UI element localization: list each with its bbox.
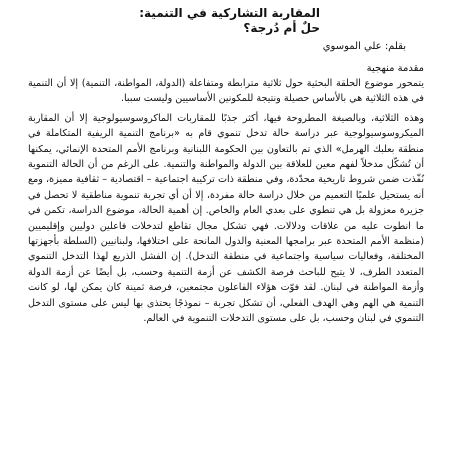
paragraph-1: يتمحور موضوع الحلقة البحثية حول ثلاثية مترابطة ومتفاعلة (الدولة، المواطنة، التنمية) إلا أن التنمية في هذه الثلاثية هي بالأساس حصيلة ونتيجة للمكونين الأساسيين وليست سببا. xyxy=(28,78,424,105)
paragraph-2: وهذه الثلاثية، وبالصيغة المطروحة فيها، أكثر جذبًا للمقاربات الماكروسوسيولوجية إلا أن المقاربة الميكروسوسيولوجية عبر دراسة حالة تدخل تنموي قام به «برنامج التنمية الريفية المتكاملة في منطقة بعلبك الهرمل» الذي تم بالتعاون بين الحكومة اللبنانية وبرنامج الأمم المتحدة الإنمائي، يمكنها أن تُشكّل مدخلاً لفهم معين للعلاقة بين الدولة والمواطنة والتنمية. على الرغم من أن الحالة التنموية نُفّذت ضمن شروط تاريخية محدّدة، وفي منطقة ذات تركيبة اجتماعية – اقتصادية – ثقافية مميزة، ومع أنه يستحيل علميًا التعميم من خلال دراسة حالة مفردة، إلا أن أي تجربة تنموية مناطقية لا تحصل في جزيرة معزولة بل هي تنطوي على بعدي العام والخاص. إن أهمية الحالة، موضوع الدراسة، تكمن في ما انطوت عليه من علاقات ودلالات. فهي تشكل مجال تقاطع لتدخلات فاعلين دوليين وإقليميين (منظمة الأمم المتحدة عبر برامجها المعنية والدول المانحة على اختلافها، ولبنانيين (السلطة بأجهزتها المختلفة، وفعاليات سياسية واجتماعية في منطقة التدخل). إن الفشل الذريع لهذا التدخل التنموي المتعدد الطرف، لا يتيح للباحث فرصة الكشف عن أزمة التنمية وحسب، بل أيضًا عن أزمة الدولة وأزمة المواطنة في لبنان. لقد فوّت هؤلاء الفاعلون مجتمعين، فرصة ثمينة كان يمكن لها، لو كانت التنمية هي الهم وهي الهدف الفعلي، أن تشكل تجربة – نموذجًا يحتذى بها ليس على مستوى التدخل التنموي في لبنان وحسب، بل على مستوى التدخلات التنموية في العالم. xyxy=(28,112,424,325)
title-line-2: حلٌ أم دُرجة؟ xyxy=(243,21,320,35)
title-line-1: المقاربة التشاركية في التنمية: xyxy=(139,6,320,20)
author-byline: بقلم: علي الموسوي xyxy=(322,41,406,52)
document-title xyxy=(28,6,424,36)
section-heading: مقدمة منهجية xyxy=(366,63,424,74)
